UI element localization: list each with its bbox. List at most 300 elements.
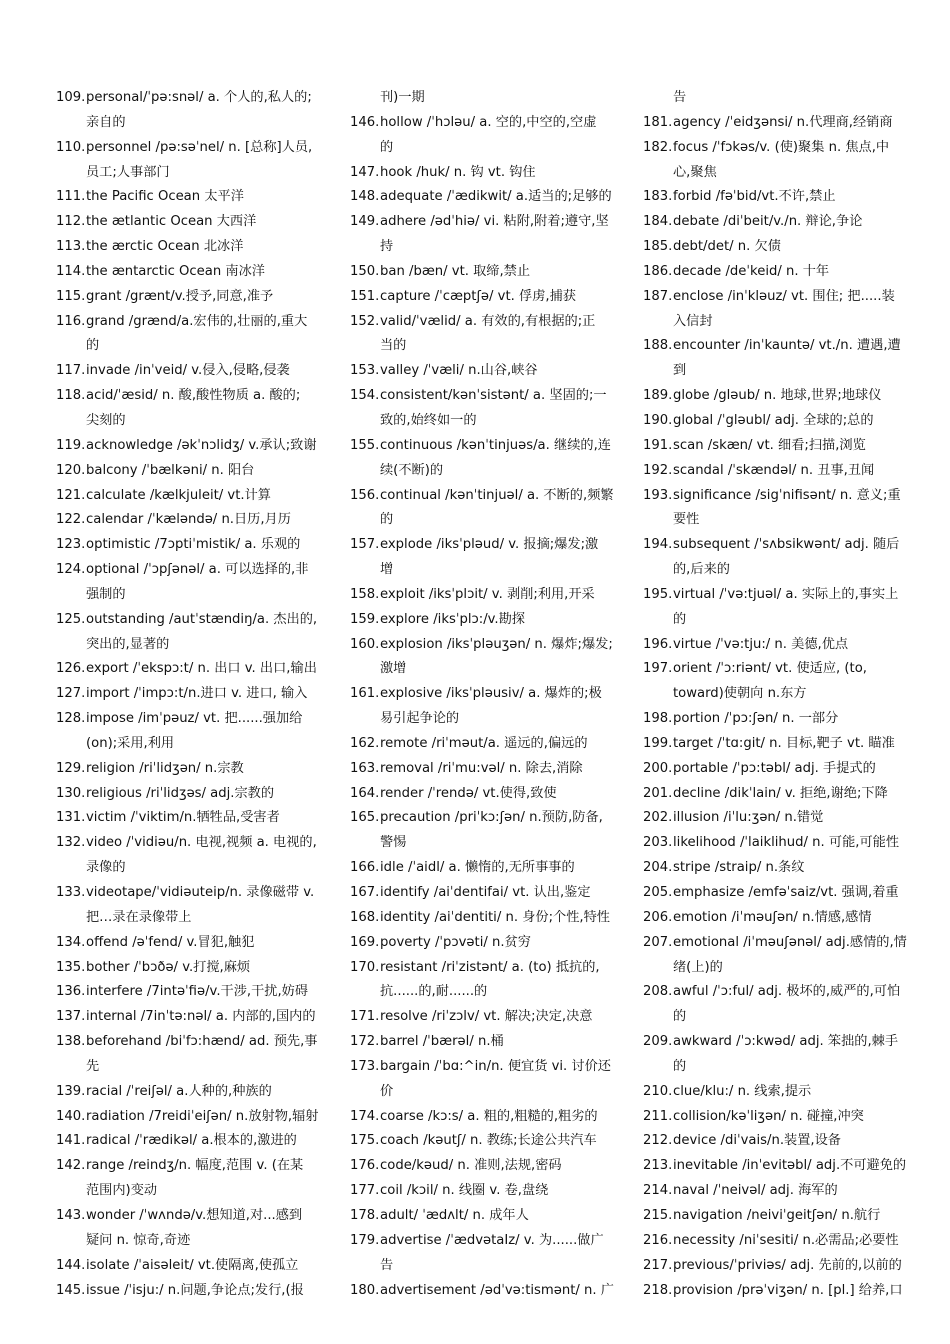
entry-number: 165.	[350, 810, 380, 826]
vocab-entry-line	[350, 484, 615, 509]
vocab-continuation-line	[350, 707, 615, 732]
vocab-entry-line	[643, 1229, 908, 1254]
entry-text: agency /ˈeidʒənsi/ n.代理商,经销商	[673, 114, 893, 130]
vocab-entry-line	[643, 1129, 908, 1154]
entry-text: likelihood /ˈlaiklihud/ n. 可能,可能性	[673, 835, 900, 851]
entry-number: 143.	[56, 1207, 86, 1223]
entry-text: scandal /ˈskændəl/ n. 丑事,丑闻	[673, 462, 875, 478]
vocab-entry-line	[643, 111, 908, 136]
vocab-entry-line	[56, 806, 326, 831]
entry-number: 161.	[350, 686, 380, 702]
entry-text: 的	[380, 139, 394, 155]
entry-number: 124.	[56, 562, 86, 578]
entry-number: 158.	[350, 586, 380, 602]
entry-text: 增	[380, 562, 394, 578]
entry-text: enclose /inˈkləuz/ vt. 围住; 把.....装	[673, 288, 895, 304]
entry-text: invade /inˈveid/ v.侵入,侵略,侵袭	[86, 363, 290, 379]
vocab-entry-line	[56, 310, 326, 335]
entry-number: 188.	[643, 338, 673, 354]
entry-number: 201.	[643, 785, 673, 801]
entry-number: 155.	[350, 437, 380, 453]
vocab-continuation-line	[643, 1055, 908, 1080]
entry-number: 111.	[56, 189, 86, 205]
vocab-entry-line	[643, 484, 908, 509]
column-3	[643, 86, 908, 1303]
entry-text: 当的	[380, 338, 407, 354]
entry-text: 续(不断)的	[380, 462, 444, 478]
vocab-entry-line	[56, 1279, 326, 1304]
entry-text: scan /skæn/ vt. 细看;扫描,浏览	[673, 437, 866, 453]
vocab-continuation-line	[56, 1055, 326, 1080]
entry-number: 180.	[350, 1282, 380, 1298]
vocab-continuation-line	[643, 682, 908, 707]
vocab-continuation-line	[56, 633, 326, 658]
vocab-entry-line	[643, 881, 908, 906]
vocab-entry-line	[56, 956, 326, 981]
entry-number: 131.	[56, 810, 86, 826]
vocab-entry-line	[56, 881, 326, 906]
vocab-continuation-line	[56, 1179, 326, 1204]
entry-number: 167.	[350, 885, 380, 900]
entry-text: stripe /straip/ n.条纹	[673, 860, 805, 876]
entry-text: coil /kɔil/ n. 线圈 v. 卷,盘绕	[380, 1183, 549, 1199]
entry-number: 168.	[350, 909, 380, 925]
vocab-continuation-line	[56, 161, 326, 186]
entry-number: 154.	[350, 388, 380, 404]
vocab-entry-line	[56, 136, 326, 161]
vocab-entry-line	[350, 434, 615, 459]
vocab-entry-line	[56, 1204, 326, 1229]
entry-text: identify /aiˈdentifai/ vt. 认出,鉴定	[380, 885, 591, 900]
entry-text: 要性	[673, 512, 700, 528]
entry-number: 120.	[56, 462, 86, 478]
entry-number: 216.	[643, 1232, 673, 1248]
entry-text: (on);采用,利用	[86, 735, 175, 751]
vocab-entry-line	[350, 1229, 615, 1254]
entry-text: the Pacific Ocean 太平洋	[86, 189, 244, 205]
entry-number: 156.	[350, 487, 380, 503]
vocab-entry-line	[56, 757, 326, 782]
vocab-entry-line	[350, 1179, 615, 1204]
entry-text: racial /ˈreiʃəl/ a.人种的,种族的	[86, 1083, 272, 1099]
entry-text: 疑问 n. 惊奇,奇迹	[86, 1232, 191, 1248]
entry-number: 150.	[350, 263, 380, 279]
entry-number: 153.	[350, 363, 380, 379]
entry-text: personal/ˈpə:snəl/ a. 个人的,私人的;	[86, 90, 312, 105]
vocab-entry-line	[56, 1080, 326, 1105]
vocab-entry-line	[643, 285, 908, 310]
entry-number: 138.	[56, 1034, 86, 1050]
vocab-entry-line	[350, 1129, 615, 1154]
vocab-entry-line	[350, 359, 615, 384]
entry-text: orient /ˈɔ:riənt/ vt. 使适应, (to,	[673, 661, 867, 677]
entry-number: 162.	[350, 735, 380, 751]
entry-text: victim /ˈviktim/n.牺牲品,受害者	[86, 810, 280, 826]
entry-text: coarse /kɔ:s/ a. 粗的,粗糙的,粗劣的	[380, 1108, 598, 1124]
entry-text: explore /iksˈplɔ:/v.勘探	[380, 611, 525, 627]
entry-text: 录像的	[86, 860, 126, 876]
entry-number: 207.	[643, 934, 673, 950]
vocab-entry-line	[56, 782, 326, 807]
vocab-entry-line	[56, 235, 326, 260]
vocab-entry-line	[350, 185, 615, 210]
entry-number: 210.	[643, 1083, 673, 1099]
entry-number: 186.	[643, 263, 673, 279]
entry-text: adequate /ˈædikwit/ a.适当的;足够的	[380, 189, 612, 205]
entry-text: encounter /inˈkauntə/ vt./n. 遭遇,遭	[673, 338, 901, 354]
vocab-entry-line	[643, 459, 908, 484]
vocab-entry-line	[350, 1030, 615, 1055]
entry-text: calendar /ˈkæləndə/ n.日历,月历	[86, 512, 291, 528]
vocab-entry-line	[56, 285, 326, 310]
entry-text: resistant /riˈzistənt/ a. (to) 抵抗的,	[380, 959, 600, 975]
vocab-continuation-line	[350, 459, 615, 484]
vocab-entry-line	[56, 1129, 326, 1154]
vocab-entry-line	[56, 508, 326, 533]
entry-text: 刊)一期	[380, 90, 425, 105]
vocab-entry-line	[56, 558, 326, 583]
vocab-entry-line	[56, 931, 326, 956]
entry-number: 196.	[643, 636, 673, 652]
entry-text: 警惕	[380, 835, 407, 851]
entry-number: 152.	[350, 313, 380, 329]
vocab-continuation-line	[643, 558, 908, 583]
entry-text: idle /ˈaidl/ a. 懒惰的,无所事事的	[380, 860, 575, 876]
entry-number: 134.	[56, 934, 86, 950]
entry-text: coach /kəutʃ/ n. 教练;长途公共汽车	[380, 1133, 597, 1149]
entry-number: 194.	[643, 537, 673, 553]
vocab-entry-line	[350, 856, 615, 881]
entry-text: 的,后来的	[673, 562, 730, 578]
vocab-entry-line	[56, 682, 326, 707]
entry-text: 到	[673, 363, 687, 379]
entry-text: import /ˈimpɔ:t/n.进口 v. 进口, 输入	[86, 686, 308, 702]
entry-text: necessity /niˈsesiti/ n.必需品;必要性	[673, 1232, 899, 1248]
entry-number: 164.	[350, 785, 380, 801]
entry-text: acknowledge /əkˈnɔlidʒ/ v.承认;致谢	[86, 437, 317, 453]
entry-number: 208.	[643, 984, 673, 1000]
entry-number: 199.	[643, 735, 673, 751]
entry-text: globe /gləub/ n. 地球,世界;地球仪	[673, 388, 882, 404]
vocab-entry-line	[643, 856, 908, 881]
vocab-continuation-line	[56, 1229, 326, 1254]
vocab-entry-line	[643, 533, 908, 558]
vocab-continuation-line	[56, 856, 326, 881]
entry-text: precaution /priˈkɔ:ʃən/ n.预防,防备,	[380, 810, 603, 826]
vocab-continuation-line	[643, 508, 908, 533]
vocab-entry-line	[56, 657, 326, 682]
vocab-continuation-line	[350, 1254, 615, 1279]
vocab-continuation-line	[643, 608, 908, 633]
entry-text: code/kəud/ n. 准则,法规,密码	[380, 1158, 562, 1174]
vocab-entry-line	[350, 682, 615, 707]
entry-text: 入信封	[673, 313, 713, 329]
vocab-continuation-line	[56, 334, 326, 359]
entry-number: 209.	[643, 1034, 673, 1050]
vocab-entry-line	[350, 1005, 615, 1030]
entry-text: 强制的	[86, 586, 126, 602]
entry-number: 125.	[56, 611, 86, 627]
vocab-entry-line	[350, 782, 615, 807]
entry-text: 告	[380, 1257, 394, 1273]
entry-number: 214.	[643, 1183, 673, 1199]
vocab-continuation-line	[643, 956, 908, 981]
entry-number: 115.	[56, 288, 86, 304]
vocab-entry-line	[643, 1105, 908, 1130]
vocab-entry-line	[56, 484, 326, 509]
vocab-continuation-line	[643, 86, 908, 111]
entry-text: offend /əˈfend/ v.冒犯,触犯	[86, 934, 255, 950]
vocab-continuation-line	[350, 508, 615, 533]
entry-number: 141.	[56, 1133, 86, 1149]
entry-number: 119.	[56, 437, 86, 453]
entry-number: 179.	[350, 1232, 380, 1248]
entry-number: 193.	[643, 487, 673, 503]
entry-number: 174.	[350, 1108, 380, 1124]
entry-number: 117.	[56, 363, 86, 379]
vocab-entry-line	[56, 1030, 326, 1055]
vocab-continuation-line	[350, 334, 615, 359]
vocab-entry-line	[350, 608, 615, 633]
entry-text: 范围内)变动	[86, 1183, 158, 1199]
vocab-entry-line	[350, 881, 615, 906]
entry-text: 员工;人事部门	[86, 164, 170, 180]
entry-text: 尖刻的	[86, 412, 126, 428]
vocab-continuation-line	[350, 980, 615, 1005]
vocab-entry-line	[56, 459, 326, 484]
entry-text: debt/det/ n. 欠债	[673, 239, 781, 255]
entry-text: capture /ˈcæptʃə/ vt. 俘虏,捕获	[380, 288, 576, 304]
entry-text: 的	[673, 1058, 687, 1074]
entry-text: decade /deˈkeid/ n. 十年	[673, 263, 830, 279]
vocab-entry-line	[56, 533, 326, 558]
entry-text: significance /sigˈnifisənt/ n. 意义;重	[673, 487, 901, 503]
entry-text: the ætlantic Ocean 大西洋	[86, 214, 257, 230]
vocab-entry-line	[643, 732, 908, 757]
vocab-entry-line	[643, 831, 908, 856]
vocab-entry-line	[643, 1154, 908, 1179]
vocab-entry-line	[643, 1204, 908, 1229]
entry-text: emotion /iˈməuʃən/ n.情感,感情	[673, 909, 872, 925]
vocab-entry-line	[643, 906, 908, 931]
entry-text: adhere /ədˈhiə/ vi. 粘附,附着;遵守,坚	[380, 214, 609, 230]
entry-text: 亲自的	[86, 114, 126, 130]
entry-number: 149.	[350, 214, 380, 230]
entry-number: 195.	[643, 586, 673, 602]
vocab-entry-line	[56, 434, 326, 459]
entry-text: 把…录在录像带上	[86, 909, 192, 925]
entry-number: 144.	[56, 1257, 86, 1273]
vocab-entry-line	[56, 1105, 326, 1130]
vocab-entry-line	[56, 1005, 326, 1030]
vocab-entry-line	[643, 1080, 908, 1105]
entry-number: 192.	[643, 462, 673, 478]
vocab-continuation-line	[350, 409, 615, 434]
vocab-entry-line	[643, 782, 908, 807]
entry-text: barrel /ˈbærəl/ n.桶	[380, 1034, 504, 1050]
entry-text: illusion /iˈlu:ʒən/ n.错觉	[673, 810, 824, 826]
vocab-continuation-line	[643, 310, 908, 335]
entry-text: navigation /neiviˈgeitʃən/ n.航行	[673, 1207, 881, 1223]
entry-text: subsequent /ˈsʌbsikwənt/ adj. 随后	[673, 537, 900, 553]
vocab-entry-line	[643, 1179, 908, 1204]
vocab-entry-line	[350, 161, 615, 186]
vocab-entry-line	[643, 757, 908, 782]
entry-text: 突出的,显著的	[86, 636, 170, 652]
entry-number: 151.	[350, 288, 380, 304]
entry-text: adult/ ˈædʌlt/ n. 成年人	[380, 1207, 529, 1223]
entry-text: poverty /ˈpɔvəti/ n.贫穷	[380, 934, 531, 950]
vocab-continuation-line	[350, 831, 615, 856]
entry-number: 170.	[350, 959, 380, 975]
entry-number: 113.	[56, 239, 86, 255]
vocab-continuation-line	[350, 86, 615, 111]
entry-number: 133.	[56, 885, 86, 900]
entry-text: naval /ˈneivəl/ adj. 海军的	[673, 1183, 838, 1199]
vocab-entry-line	[643, 1030, 908, 1055]
entry-text: the æntarctic Ocean 南冰洋	[86, 263, 265, 279]
entry-number: 159.	[350, 611, 380, 627]
vocab-entry-line	[350, 757, 615, 782]
vocab-entry-line	[643, 707, 908, 732]
entry-number: 172.	[350, 1034, 380, 1050]
entry-text: portion /ˈpɔ:ʃən/ n. 一部分	[673, 711, 839, 727]
vocab-continuation-line	[643, 161, 908, 186]
entry-number: 109.	[56, 90, 86, 105]
entry-text: bargain /ˈbɑ:^in/n. 便宜货 vi. 讨价还	[380, 1058, 611, 1074]
entry-text: device /diˈvais/n.装置,设备	[673, 1133, 841, 1149]
entry-text: virtue /ˈvə:tju:/ n. 美德,优点	[673, 636, 849, 652]
vocab-entry-line	[643, 260, 908, 285]
entry-text: 的	[380, 512, 394, 528]
entry-text: religion /riˈlidʒən/ n.宗教	[86, 760, 244, 776]
entry-text: 持	[380, 239, 394, 255]
vocab-entry-line	[56, 86, 326, 111]
entry-number: 185.	[643, 239, 673, 255]
vocab-entry-line	[56, 707, 326, 732]
entry-number: 130.	[56, 785, 86, 801]
entry-text: collision/kəˈliʒən/ n. 碰撞,冲突	[673, 1108, 864, 1124]
entry-number: 218.	[643, 1282, 673, 1298]
vocab-entry-line	[56, 608, 326, 633]
entry-text: optimistic /7ɔptiˈmistik/ a. 乐观的	[86, 537, 301, 553]
entry-number: 128.	[56, 711, 86, 727]
vocab-entry-line	[350, 956, 615, 981]
entry-text: calculate /kælkjuleit/ vt.计算	[86, 487, 271, 503]
vocab-entry-line	[350, 1105, 615, 1130]
vocab-entry-line	[643, 980, 908, 1005]
entry-text: internal /7inˈtə:nəl/ a. 内部的,国内的	[86, 1009, 316, 1025]
entry-text: 的	[86, 338, 100, 354]
entry-text: consistent/kənˈsistənt/ a. 坚固的;一	[380, 388, 607, 404]
entry-number: 129.	[56, 760, 86, 776]
entry-number: 136.	[56, 984, 86, 1000]
vocab-entry-line	[350, 732, 615, 757]
entry-text: exploit /iksˈplɔit/ v. 剥削;利用,开采	[380, 586, 595, 602]
vocab-entry-line	[350, 1204, 615, 1229]
entry-number: 118.	[56, 388, 86, 404]
vocab-continuation-line	[56, 732, 326, 757]
entry-text: 易引起争论的	[380, 711, 460, 727]
entry-number: 163.	[350, 760, 380, 776]
entry-text: toward)使朝向 n.东方	[673, 686, 807, 702]
vocab-entry-line	[350, 210, 615, 235]
entry-text: forbid /fəˈbid/vt.不许,禁止	[673, 189, 836, 205]
entry-text: range /reindʒ/n. 幅度,范围 v. (在某	[86, 1158, 304, 1174]
entry-text: decline /dikˈlain/ v. 拒绝,谢绝;下降	[673, 785, 888, 801]
entry-number: 213.	[643, 1158, 673, 1174]
entry-number: 146.	[350, 114, 380, 130]
entry-number: 142.	[56, 1158, 86, 1174]
vocab-entry-line	[643, 185, 908, 210]
vocab-entry-line	[643, 931, 908, 956]
vocab-entry-line	[643, 434, 908, 459]
vocab-entry-line	[643, 633, 908, 658]
entry-text: export /ˈekspɔ:t/ n. 出口 v. 出口,输出	[86, 661, 317, 677]
entry-number: 205.	[643, 885, 673, 900]
entry-text: the ærctic Ocean 北冰洋	[86, 239, 244, 255]
entry-text: emphasize /emfəˈsaiz/vt. 强调,着重	[673, 885, 899, 900]
entry-text: inevitable /inˈevitəbl/ adj.不可避免的	[673, 1158, 907, 1174]
vocab-continuation-line	[56, 583, 326, 608]
entry-text: 的	[673, 611, 687, 627]
entry-number: 145.	[56, 1282, 86, 1298]
vocab-entry-line	[643, 334, 908, 359]
vocab-entry-line	[643, 409, 908, 434]
entry-number: 171.	[350, 1009, 380, 1025]
entry-text: explosion /iksˈpləuʒən/ n. 爆炸;爆发;	[380, 636, 613, 652]
entry-number: 184.	[643, 214, 673, 230]
entry-number: 127.	[56, 686, 86, 702]
vocab-entry-line	[350, 931, 615, 956]
entry-number: 183.	[643, 189, 673, 205]
entry-text: grand /grænd/a.宏伟的,壮丽的,重大	[86, 313, 308, 329]
entry-number: 126.	[56, 661, 86, 677]
vocab-entry-line	[643, 384, 908, 409]
vocab-continuation-line	[350, 136, 615, 161]
entry-number: 169.	[350, 934, 380, 950]
entry-text: advertisement /ədˈvə:tismənt/ n. 广	[380, 1282, 614, 1298]
entry-text: balcony /ˈbælkəni/ n. 阳台	[86, 462, 255, 478]
entry-number: 135.	[56, 959, 86, 975]
vocab-entry-line	[643, 210, 908, 235]
entry-text: resolve /riˈzɔlv/ vt. 解决;决定,决意	[380, 1009, 593, 1025]
vocab-entry-line	[643, 806, 908, 831]
entry-text: emotional /iˈməuʃənəl/ adj.感情的,情	[673, 934, 907, 950]
entry-number: 110.	[56, 139, 86, 155]
vocab-entry-line	[643, 235, 908, 260]
entry-number: 206.	[643, 909, 673, 925]
entry-number: 112.	[56, 214, 86, 230]
entry-text: render /ˈrendə/ vt.使得,致使	[380, 785, 557, 801]
vocab-entry-line	[56, 980, 326, 1005]
vocab-entry-line	[350, 1055, 615, 1080]
vocab-continuation-line	[350, 558, 615, 583]
entry-text: hollow /ˈhɔləu/ a. 空的,中空的,空虚	[380, 114, 597, 130]
entry-number: 147.	[350, 164, 380, 180]
entry-text: issue /ˈisju:/ n.问题,争论点;发行,(报	[86, 1282, 304, 1298]
entry-text: 致的,始终如一的	[380, 412, 477, 428]
vocab-continuation-line	[56, 111, 326, 136]
vocab-entry-line	[350, 310, 615, 335]
entry-text: religious /riˈlidʒəs/ adj.宗教的	[86, 785, 275, 801]
entry-text: remote /riˈməut/a. 遥远的,偏远的	[380, 735, 588, 751]
entry-number: 204.	[643, 860, 673, 876]
entry-text: bother /ˈbɔðə/ v.打搅,麻烦	[86, 959, 251, 975]
entry-number: 202.	[643, 810, 673, 826]
vocab-entry-line	[350, 1154, 615, 1179]
vocab-entry-line	[56, 210, 326, 235]
